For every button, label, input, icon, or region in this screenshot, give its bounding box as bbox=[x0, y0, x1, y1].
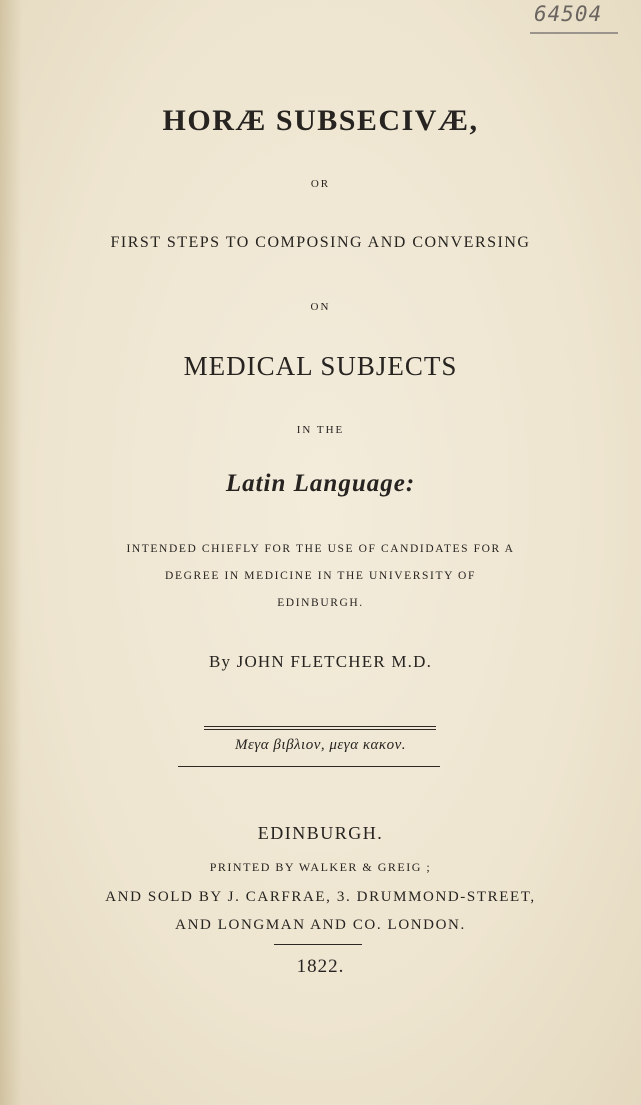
imprint-seller: AND SOLD BY J. CARFRAE, 3. DRUMMOND-STREET, bbox=[105, 889, 536, 905]
author-line: By JOHN FLETCHER M.D. bbox=[208, 652, 433, 671]
book-title: HORÆ SUBSECIVÆ, bbox=[162, 104, 479, 137]
intended-line-3: EDINBURGH. bbox=[277, 597, 364, 609]
intended-line-2: DEGREE IN MEDICINE IN THE UNIVERSITY OF bbox=[165, 570, 476, 582]
language-heading: Latin Language: bbox=[225, 470, 416, 497]
imprint-rule bbox=[274, 944, 362, 945]
imprint-seller-london: AND LONGMAN AND CO. LONDON. bbox=[175, 917, 466, 933]
intended-line-1: INTENDED CHIEFLY FOR THE USE OF CANDIDATES FOR A bbox=[126, 543, 515, 555]
motto-rule-top bbox=[204, 726, 436, 727]
motto-rule-bottom bbox=[178, 766, 440, 767]
book-subtitle: FIRST STEPS TO COMPOSING AND CONVERSING bbox=[110, 234, 531, 251]
shelfmark-underline bbox=[530, 32, 618, 34]
motto-rule-top-double bbox=[204, 729, 436, 730]
publication-year: 1822. bbox=[296, 956, 345, 977]
imprint-printer: PRINTED BY WALKER & GREIG ; bbox=[209, 860, 432, 874]
or-connector: OR bbox=[310, 178, 331, 190]
shelfmark-handwritten: 64504 bbox=[534, 2, 603, 26]
in-the-connector: IN THE bbox=[296, 424, 345, 436]
imprint-city: EDINBURGH. bbox=[257, 823, 384, 843]
on-connector: ON bbox=[310, 301, 331, 313]
greek-motto: Μεγα βιβλιον, μεγα κακον. bbox=[234, 737, 407, 753]
subject-heading: MEDICAL SUBJECTS bbox=[183, 351, 458, 381]
